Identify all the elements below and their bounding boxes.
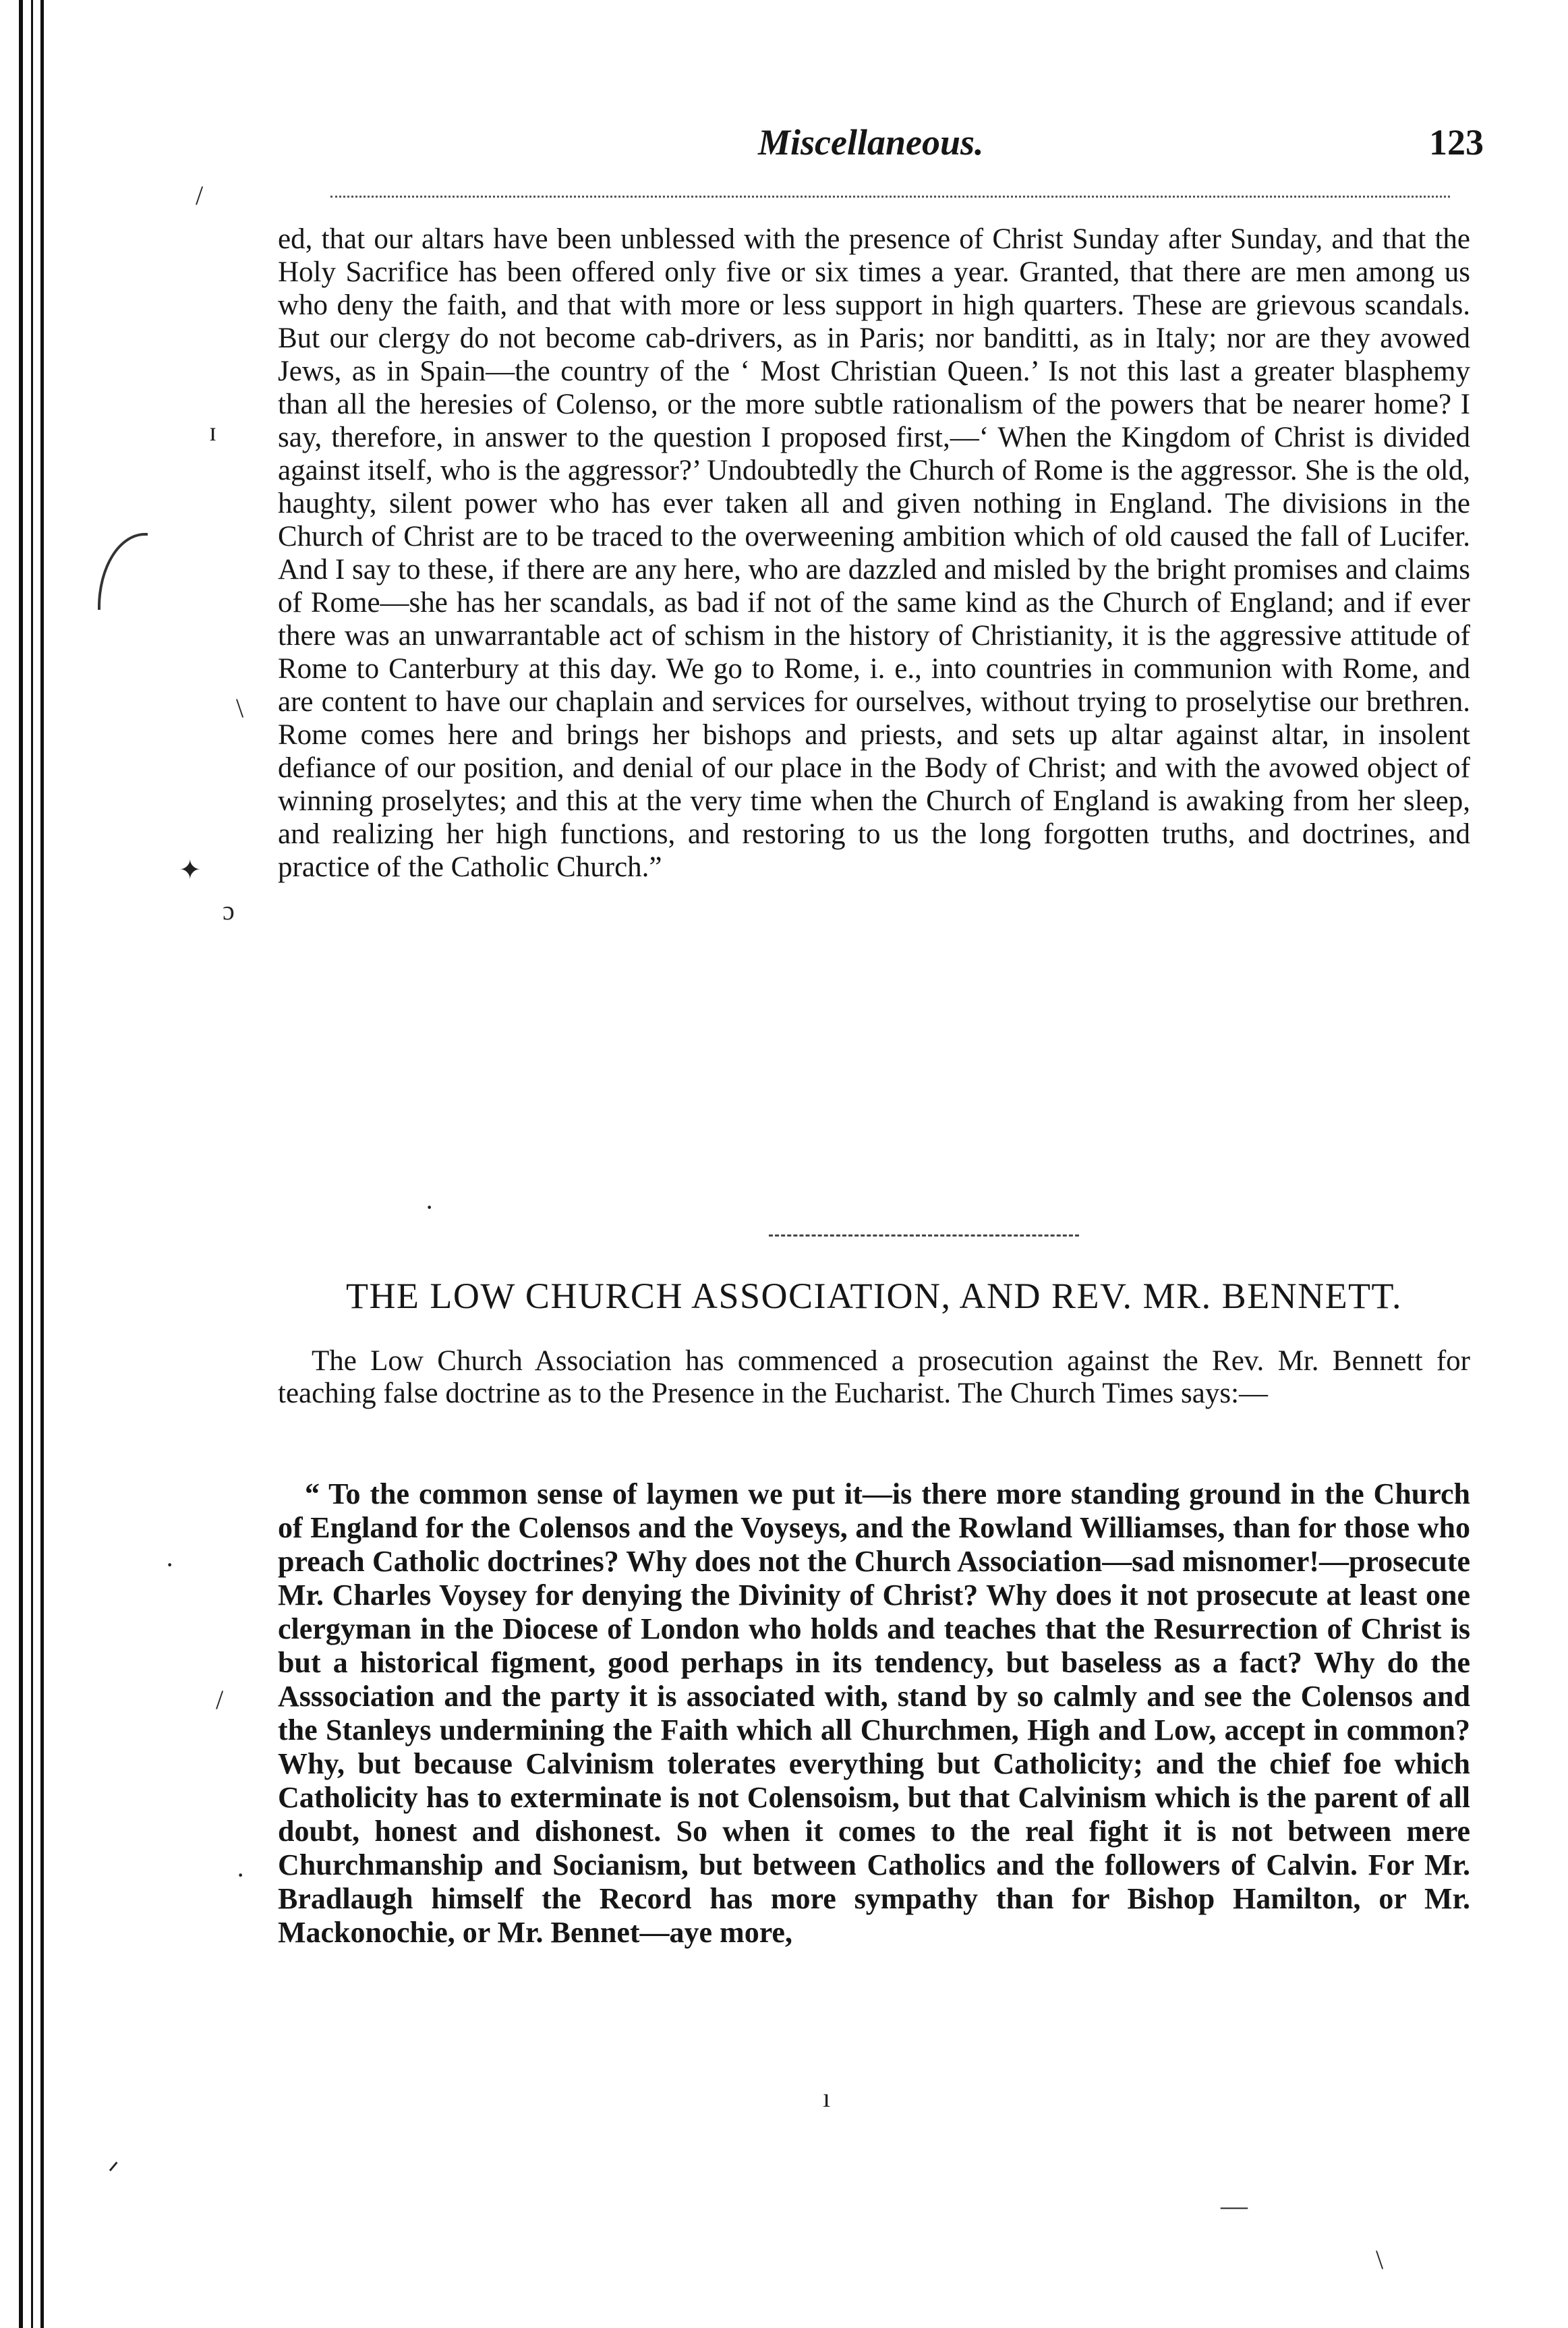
article-intro-paragraph: The Low Church Association has commenced a prosecution against the Rev. Mr. Bennett for teaching false doctrine as to the Presence in the Eucharist. The Church Times says:— — [278, 1345, 1470, 1409]
scan-edge-line — [19, 0, 23, 2328]
margin-bracket-mark — [98, 533, 148, 610]
stray-mark: ı — [823, 2082, 831, 2113]
stray-mark: / — [216, 1684, 224, 1715]
section-divider — [769, 1234, 1079, 1237]
stray-mark: / — [196, 180, 204, 210]
stray-mark: · — [165, 1550, 175, 1580]
stray-mark: \ — [1376, 2244, 1384, 2275]
stray-mark: · — [236, 1860, 245, 1890]
page-number: 123 — [1429, 122, 1484, 163]
quoted-paragraph: “ To the common sense of laymen we put it—is there more standing ground in the Church of England for the Colensos and the Voyseys, and the Rowland Williamses, than for those who preach Catholic doctrines? Why does not the Church Association—sad misnomer!—prosecute Mr. Charles Voysey for denying the Divinity of Christ? Why does it not prosecute at least one clergyman in the Diocese of London who holds and teaches that the Resurrection of Christ is but a historical figment, good perhaps in its tendency, but baseless as a fact? Why do the Asssociation and the party it is associated with, stand by so calmly and see the Colensos and the Stanleys undermining the Faith which all Churchmen, High and Low, accept in common? Why, but because Calvinism tolerates everything but Catholicity; and the chief foe which Catholicity has to exterminate is not Colensoism, but that Calvinism which is the parent of all doubt, honest and dishonest. So when it comes to the real fight it is not between mere Churchmanship and Socianism, but between Catholics and the followers of Calvin. For Mr. Bradlaugh himself the Record has more sympathy than for Bishop Hamilton, or Mr. Mackonochie, or Mr. Bennet—aye more, — [278, 1477, 1470, 1949]
scan-edge-line — [31, 0, 33, 2328]
section-heading: THE LOW CHURCH ASSOCIATION, AND REV. MR. BENNETT. — [345, 1276, 1403, 1316]
article-paragraph: ed, that our altars have been unblessed with the presence of Christ Sunday after Sunday, and that the Holy Sacrifice has been offered only five or six times a year. Granted, that there are men among us who deny the faith, and that with more or less support in high quarters. These are grievous scandals. But our clergy do not become cab-drivers, as in Paris; nor banditti, as in Italy; nor are they avowed Jews, as in Spain—the country of the ‘ Most Christian Queen.’ Is not this last a greater blasphemy than all the heresies of Colenso, or the more subtle rationalism of the powers that be nearer home? I say, therefore, in answer to the question I proposed first,—‘ When the Kingdom of Christ is divided against itself, who is the aggressor?’ Undoubtedly the Church of Rome is the aggressor. She is the old, haughty, silent power who has ever taken all and given nothing in England. The divisions in the Church of Christ are to be traced to the overweening ambition which of old caused the fall of Lucifer. And I say to these, if there are any here, who are dazzled and misled by the bright promises and claims of Rome—she has her scandals, as bad if not of the same kind as the Church of England; and if ever there was an unwarrantable act of schism in the history of Christianity, it is the aggressive attitude of Rome to Canterbury at this day. We go to Rome, i. e., into countries in communion with Rome, and are content to have our chaplain and services for ourselves, without trying to proselytise our brethren. Rome comes here and brings her bishops and priests, and sets up altar against altar, in insolent defiance of our position, and denial of our place in the Body of Christ; and with the avowed object of winning proselytes; and this at the very time when the Church of England is awaking from her sleep, and realizing her high functions, and restoring to us the long forgotten truths, and doctrines, and practice of the Catholic Church.” — [278, 223, 1470, 883]
stray-mark: \ — [236, 693, 244, 723]
stray-mark: — — [1221, 2190, 1248, 2221]
stray-mark: · — [425, 1192, 434, 1222]
stray-mark: ɪ — [209, 416, 217, 447]
scan-edge-line — [40, 0, 44, 2328]
page-header — [755, 121, 1484, 169]
running-title: Miscellaneous. — [758, 122, 984, 163]
header-rule — [330, 196, 1450, 198]
stray-mark: ɔ — [223, 895, 235, 926]
stray-mark: ✦ — [179, 855, 202, 885]
stray-mark: ᐟ — [108, 2157, 119, 2187]
